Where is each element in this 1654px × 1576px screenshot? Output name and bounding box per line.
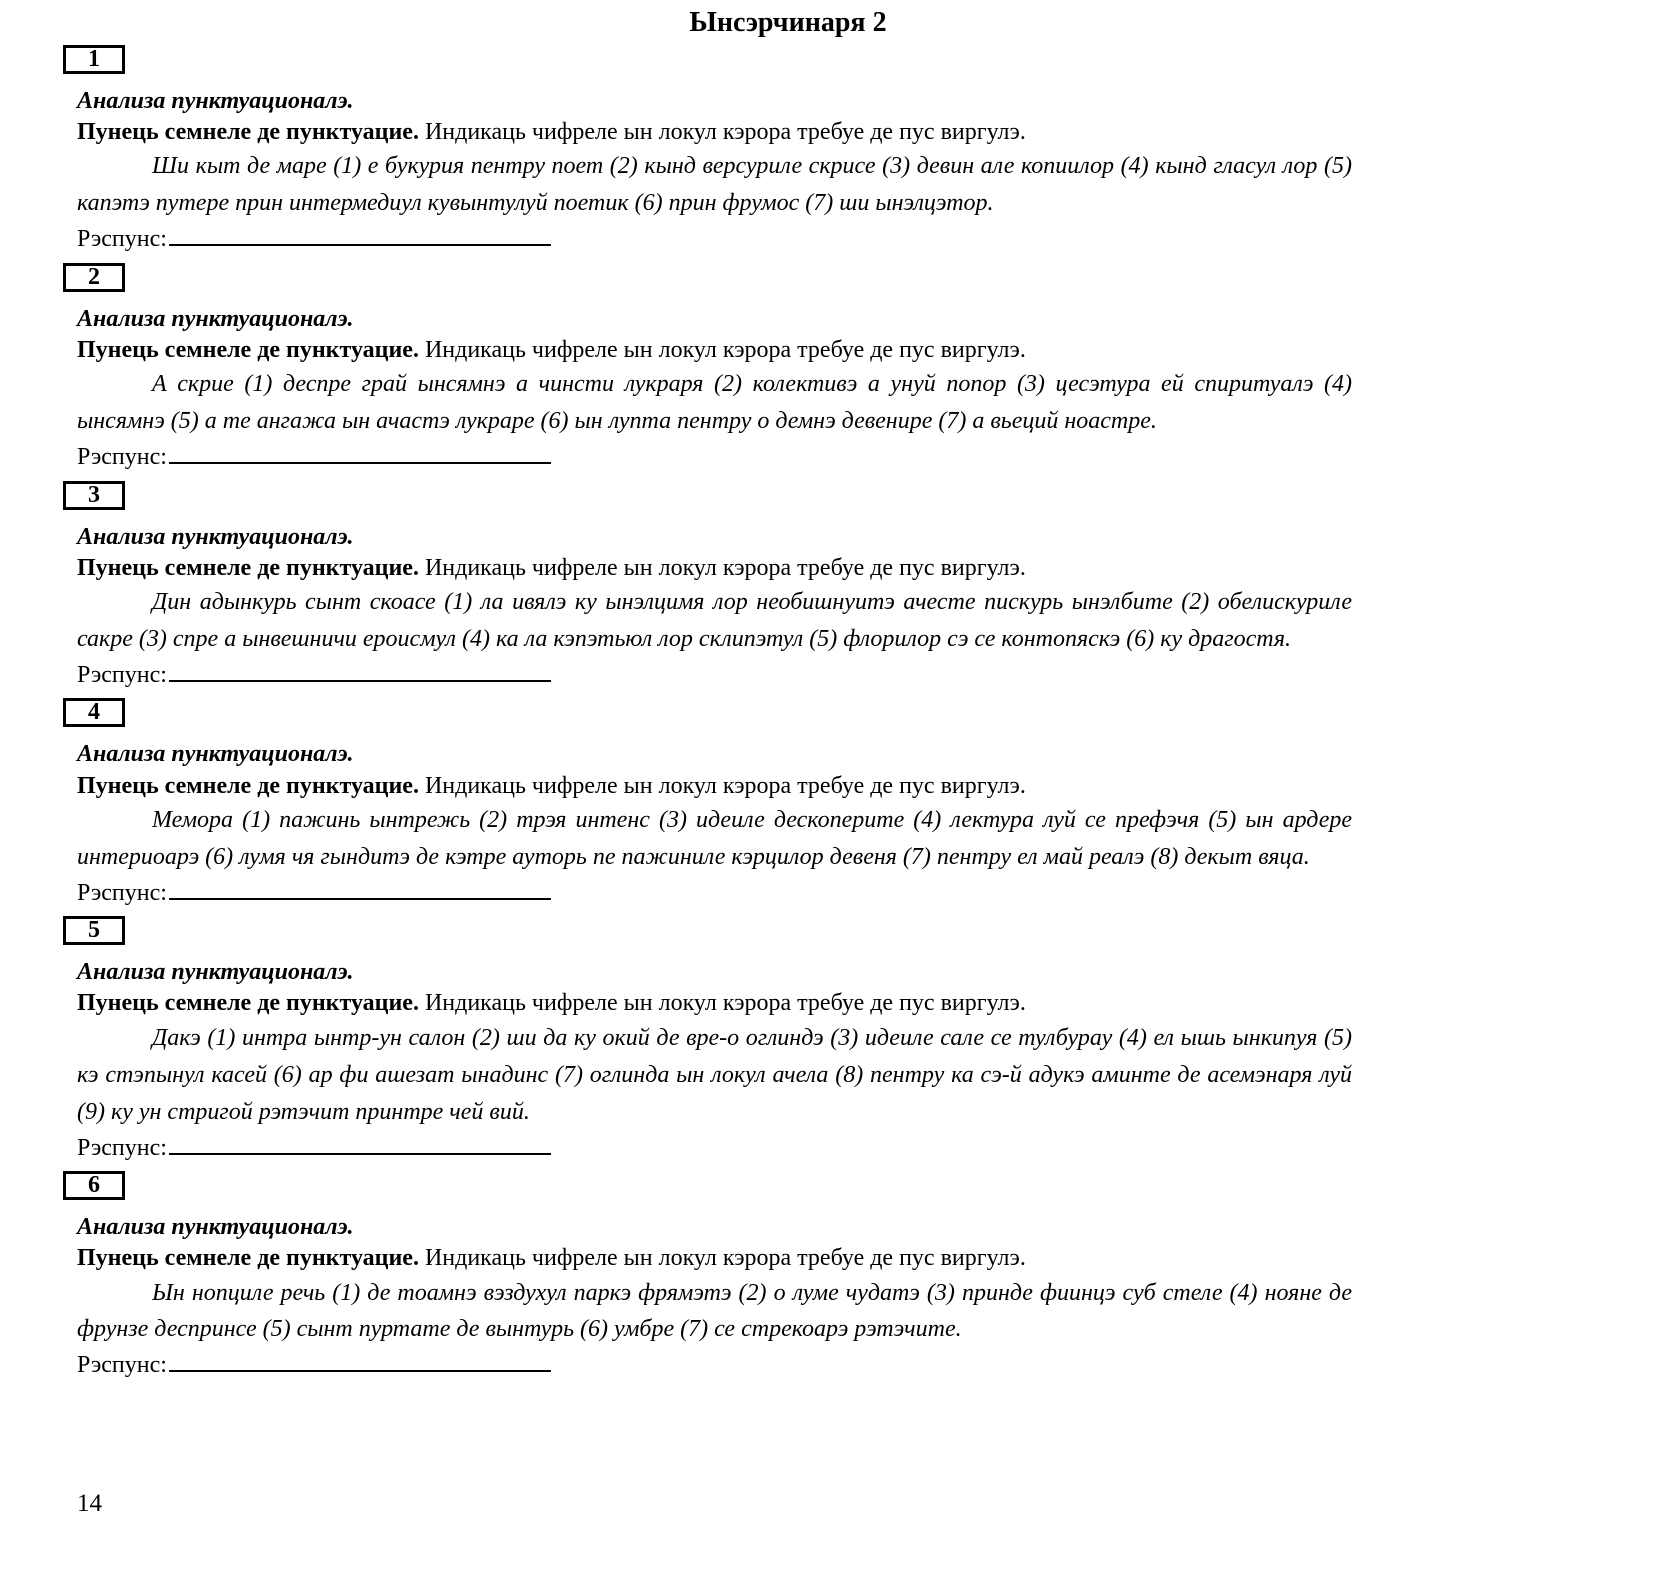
- instruction-line: [77, 988, 1352, 1019]
- analysis-label: Анализа пунктуационалэ.: [77, 959, 354, 986]
- instruction-rest: Индикаць чифреле ын локул кэрора требуе де пус виргулэ.: [424, 990, 1026, 1017]
- answer-line: [77, 440, 1352, 475]
- passage-text: Ын нопциле речь (1) де тоамнэ вэздухул паркэ фрямэтэ (2) о луме чудатэ (3) принде фиинцэ суб стеле (4) нояне де фрунзе деспринсе (5) сынт пуртате де вынтурь (6) умбре (7) се стрекоарэ рэтэчите.: [77, 1279, 1352, 1343]
- instruction-bold: Пунець семнеле де пунктуацие.: [77, 772, 419, 799]
- instruction-bold: Пунець семнеле де пунктуацие.: [77, 554, 419, 581]
- exercise-number-box: [63, 263, 125, 292]
- passage-text: Мемора (1) пажинь ынтрежь (2) трэя интенс (3) идеиле дескоперите (4) лектура луй се префэчя (5) ын ардере интериоарэ (6) лумя чя гындитэ де кэтре ауторь пе пажиниле кэрцилор девеня (7) пентру ел май реалэ (8) декыт вяца.: [77, 806, 1352, 870]
- instruction-rest: Индикаць чифреле ын локул кэрора требуе де пус виргулэ.: [424, 336, 1026, 363]
- analysis-label: Анализа пунктуационалэ.: [77, 523, 354, 550]
- exercise-number-box: [63, 481, 125, 510]
- instruction-bold: Пунець семнеле де пунктуацие.: [77, 990, 419, 1017]
- instruction-line: [77, 1243, 1352, 1274]
- instruction-bold: Пунець семнеле де пунктуацие.: [77, 118, 419, 145]
- exercise-number: 1: [88, 45, 100, 72]
- analysis-label: Анализа пунктуационалэ.: [77, 741, 354, 768]
- exercise-number-box: [63, 45, 125, 74]
- page-title: Ынсэрчинаря 2: [689, 7, 887, 38]
- answer-label: Рэспунс:: [77, 879, 167, 906]
- instruction-rest: Индикаць чифреле ын локул кэрора требуе де пус виргулэ.: [424, 554, 1026, 581]
- exercise-number: 4: [88, 699, 100, 726]
- page-number: 14: [77, 1490, 102, 1517]
- exercise-number-box: [63, 698, 125, 727]
- answer-blank-field: [169, 1348, 551, 1372]
- answer-blank-field: [169, 222, 551, 246]
- instruction-line: [77, 335, 1352, 366]
- answer-label: Рэспунс:: [77, 1352, 167, 1379]
- answer-label: Рэспунс:: [77, 661, 167, 688]
- exercise-number: 6: [88, 1172, 100, 1199]
- exercise-1: [77, 45, 1352, 257]
- exercise-5: [77, 916, 1352, 1165]
- answer-line: [77, 658, 1352, 693]
- passage-text: А скрие (1) деспре грай ынсямнэ а чинсти лукраря (2) колективэ а унуй попор (3) цесэтура ей спиритуалэ (4) ынсямнэ (5) а те ангажа ын ачастэ лукраре (6) ын лупта пентру о демнэ девенире (7) а вьеций ноастре.: [77, 371, 1352, 434]
- answer-line: [77, 1131, 1352, 1166]
- passage-text: Ши кыт де маре (1) е букурия пентру поет (2) кынд версуриле скрисе (3) девин але копиилор (4) кынд гласул лор (5) капэтэ путере прин интермедиул кувынтулуй поетик (6) прин фрумос (7) ши ынэлцэтор.: [77, 153, 1352, 217]
- analysis-label: Анализа пунктуационалэ.: [77, 87, 354, 114]
- exercise-6: [77, 1171, 1352, 1383]
- answer-label: Рэспунс:: [77, 443, 167, 470]
- exercise-number-box: [63, 916, 125, 945]
- instruction-line: [77, 771, 1352, 802]
- instruction-rest: Индикаць чифреле ын локул кэрора требуе де пус виргулэ.: [424, 118, 1026, 145]
- answer-label: Рэспунс:: [77, 1134, 167, 1161]
- instruction-rest: Индикаць чифреле ын локул кэрора требуе де пус виргулэ.: [424, 772, 1026, 799]
- exercise-4: [77, 698, 1352, 910]
- exercise-2: [77, 263, 1352, 475]
- answer-blank-field: [169, 440, 551, 464]
- answer-line: [77, 222, 1352, 257]
- page-content: [77, 45, 1352, 1383]
- answer-blank-field: [169, 876, 551, 900]
- analysis-label: Анализа пунктуационалэ.: [77, 1214, 354, 1241]
- instruction-line: [77, 553, 1352, 584]
- instruction-bold: Пунець семнеле де пунктуацие.: [77, 1245, 419, 1272]
- instruction-line: [77, 117, 1352, 148]
- exercise-number: 3: [88, 481, 100, 508]
- instruction-rest: Индикаць чифреле ын локул кэрора требуе де пус виргулэ.: [424, 1245, 1026, 1272]
- passage-text: Дакэ (1) интра ынтр-ун салон (2) ши да ку окий де вре-о оглиндэ (3) идеиле сале се тулбурау (4) ел ышь ынкипуя (5) кэ стэпынул касей (6) ар фи ашезат ынадинс (7) оглинда ын локул ачела (8) пентру ка сэ-й адукэ аминте де асемэнаря луй (9) ку ун стригой рэтэчит принтре чей вий.: [77, 1024, 1352, 1125]
- answer-blank-field: [169, 658, 551, 682]
- passage-text: Дин адынкурь сынт скоасе (1) ла ивялэ ку ынэлцимя лор необишнуитэ ачесте пискурь ынэлбите (2) обелискуриле сакре (3) спре а ынвешничи ероисмул (4) ка ла кэпэтьюл лор склипэтул (5) флорилор сэ се контопяскэ (6) ку драгостя.: [77, 588, 1352, 652]
- answer-line: [77, 1348, 1352, 1383]
- answer-line: [77, 876, 1352, 911]
- exercise-number-box: [63, 1171, 125, 1200]
- instruction-bold: Пунець семнеле де пунктуацие.: [77, 336, 419, 363]
- exercise-number: 2: [88, 263, 100, 290]
- answer-blank-field: [169, 1131, 551, 1155]
- answer-label: Рэспунс:: [77, 226, 167, 253]
- analysis-label: Анализа пунктуационалэ.: [77, 305, 354, 332]
- exercise-number: 5: [88, 917, 100, 944]
- exercise-3: [77, 481, 1352, 693]
